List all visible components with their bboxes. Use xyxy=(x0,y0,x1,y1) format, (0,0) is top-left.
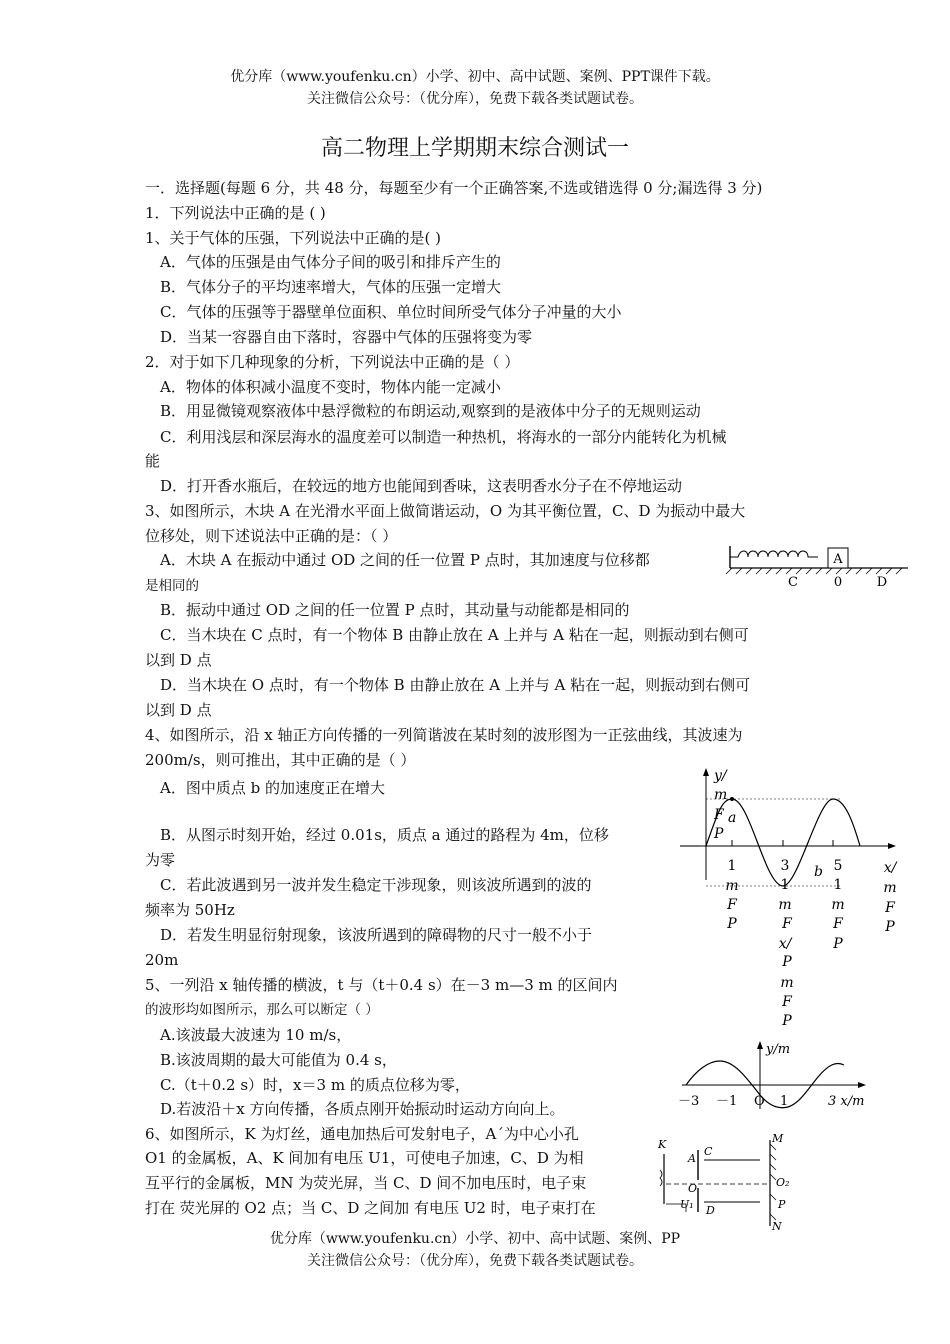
point-o-label: 0 xyxy=(833,575,843,590)
tick-3-line9: P xyxy=(782,1013,792,1029)
q2-option-c-line2: 能 xyxy=(145,452,161,470)
label-n: N xyxy=(772,1220,782,1233)
point-a-label: a xyxy=(728,810,737,826)
page-title: 高二物理上学期期末综合测试一 xyxy=(320,136,629,161)
tick-3-line4: F xyxy=(782,916,792,932)
q2-option-b: B．用显微镜观察液体中悬浮微粒的布朗运动,观察到的是液体中分子的无规则运动 xyxy=(160,402,701,420)
label-m: M xyxy=(772,1132,784,1145)
q5-option-a: A.该波最大波速为 10 m/s， xyxy=(160,1026,352,1044)
q5-tick-1: 1 xyxy=(780,1094,789,1109)
q5-wave-figure xyxy=(672,1037,872,1115)
q4-option-c-line1: C．若此波遇到另一波并发生稳定干涉现象，则该波所遇到的波的 xyxy=(160,876,592,894)
q6-line2: O1 的金属板，A、K 间加有电压 U1，可使电子加速，C、D 为相 xyxy=(145,1149,584,1167)
tick-3-line8: F xyxy=(782,994,792,1010)
footer-line-2: 关注微信公众号：（优分库），免费下载各类试题试卷。 xyxy=(307,1253,643,1269)
q3-option-d-line1: D．当木块在 O 点时，有一个物体 B 由静止放在 A 上并与 A 粘在一起，则振动到右侧可 xyxy=(160,676,751,694)
tick-1-line3: F xyxy=(727,897,737,913)
tick-5-line5: P xyxy=(833,936,843,952)
tick-3-line7: m xyxy=(780,975,794,991)
tick-5-line1: 5 xyxy=(833,858,843,874)
q4-stem-line2: 200m/s，则可推出，其中正确的是（ ） xyxy=(145,751,416,769)
q6-line3: 互平行的金属板，MN 为荧光屏，当 C、D 间不加电压时，电子束 xyxy=(145,1174,587,1192)
q5-option-b: B.该波周期的最大可能值为 0.4 s， xyxy=(160,1051,397,1069)
label-o2: O₂ xyxy=(776,1176,790,1189)
section-heading: 一．选择题(每题 6 分，共 48 分，每题至少有一个正确答案,不选或错选得 0 分;漏选得 3 分) xyxy=(145,179,763,197)
q6-line4: 打在 荧光屏的 O2 点；当 C、D 之间加 有电压 U2 时，电子束打在 xyxy=(145,1199,596,1217)
y-axis-label-2: m xyxy=(714,787,728,803)
q5-tick-m1: －1 xyxy=(716,1094,738,1109)
tick-1-line4: P xyxy=(727,916,737,932)
tick-1-line1: 1 xyxy=(727,858,737,874)
x-axis-label-3: F xyxy=(885,900,895,916)
q4-option-d-line2: 20m xyxy=(145,951,179,969)
tick-5-line2: 1 xyxy=(833,877,843,893)
tick-3-line6: P xyxy=(782,954,792,970)
q4-stem-line1: 4、如图所示，沿 x 轴正方向传播的一列简谐波在某时刻的波形图为一正弦曲线，其波速为 xyxy=(145,726,743,744)
tick-5-line3: m xyxy=(831,897,845,913)
crt-figure xyxy=(652,1130,802,1234)
q1-option-b: B．气体分子的平均速率增大，气体的压强一定增大 xyxy=(160,278,502,296)
q4-option-b-line1: B．从图示时刻开始，经过 0.01s，质点 a 通过的路程为 4m，位移 xyxy=(160,826,609,844)
q1-stem: 1、关于气体的压强，下列说法中正确的是( ) xyxy=(145,229,442,247)
q1-intro: 1．下列说法中正确的是 ( ) xyxy=(145,204,326,222)
header-line-2: 关注微信公众号：（优分库），免费下载各类试题试卷。 xyxy=(307,91,643,107)
q3-stem-line2: 位移处，则下述说法中正确的是：（ ） xyxy=(145,527,398,545)
q3-option-b: B．振动中通过 OD 之间的任一位置 P 点时，其动量与动能都是相同的 xyxy=(160,601,630,619)
q3-option-a-line1: A．木块 A 在振动中通过 OD 之间的任一位置 P 点时，其加速度与位移都 xyxy=(160,551,650,569)
q5-tick-m3: －3 xyxy=(678,1094,700,1109)
q4-option-c-line2: 频率为 50Hz xyxy=(145,901,235,919)
y-axis-label-3: F xyxy=(714,807,724,823)
q3-option-c-line1: C．当木块在 C 点时，有一个物体 B 由静止放在 A 上并与 A 粘在一起，则振动到右侧可 xyxy=(160,626,749,644)
q4-option-d-line1: D．若发生明显衍射现象，该波所遇到的障碍物的尺寸一般不小于 xyxy=(160,926,593,944)
q4-option-a: A．图中质点 b 的加速度正在增大 xyxy=(160,779,385,797)
label-a: A xyxy=(688,1152,696,1165)
label-u1: U₁ xyxy=(680,1198,694,1211)
y-axis-label-4: P xyxy=(714,826,724,842)
q4-option-b-line2: 为零 xyxy=(145,851,176,869)
label-p: P xyxy=(778,1198,786,1211)
q3-stem-line1: 3、如图所示，木块 A 在光滑水平面上做简谐运动，O 为其平衡位置，C、D 为振动中最大 xyxy=(145,502,746,520)
q5-origin: O xyxy=(754,1094,765,1109)
footer-line-1: 优分库（www.youfenku.cn）小学、初中、高中试题、案例、PP xyxy=(269,1231,681,1247)
spring-block-figure xyxy=(718,540,913,592)
tick-5-line4: F xyxy=(833,916,843,932)
q1-option-d: D．当某一容器自由下落时，容器中气体的压强将变为零 xyxy=(160,328,533,346)
x-axis-label-2: m xyxy=(883,880,897,896)
q2-option-d: D．打开香水瓶后，在较远的地方也能闻到香味，这表明香水分子在不停地运动 xyxy=(160,477,683,495)
label-k: K xyxy=(658,1138,667,1151)
q1-option-a: A．气体的压强是由气体分子间的吸引和排斥产生的 xyxy=(160,253,501,271)
q5-stem-line2: 的波形均如图所示，那么可以断定（ ） xyxy=(145,1002,379,1018)
block-a-label: A xyxy=(833,552,843,567)
label-d: D xyxy=(706,1204,715,1217)
q2-option-c-line1: C．利用浅层和深层海水的温度差可以制造一种热机，将海水的一部分内能转化为机械 xyxy=(160,428,727,446)
q2-option-a: A．物体的体积减小温度不变时，物体内能一定减小 xyxy=(160,378,501,396)
label-c: C xyxy=(704,1145,713,1158)
q5-wave-curve xyxy=(686,1061,844,1108)
q2-stem: 2．对于如下几种现象的分析，下列说法中正确的是（ ） xyxy=(145,353,520,371)
x-axis-label-1: x/ xyxy=(883,860,897,876)
q5-y-label: y/m xyxy=(766,1042,791,1057)
point-b-label: b xyxy=(814,864,823,880)
q5-option-c: C.（t＋0.2 s）时，x＝3 m 的质点位移为零， xyxy=(160,1076,470,1094)
q1-option-c: C．气体的压强等于器壁单位面积、单位时间所受气体分子冲量的大小 xyxy=(160,303,622,321)
tick-1-line2: m xyxy=(725,878,739,894)
q5-option-d: D.若波沿＋x 方向传播，各质点刚开始振动时运动方向向上。 xyxy=(160,1100,565,1118)
q5-stem-line1: 5、一列沿 x 轴传播的横波，t 与（t＋0.4 s）在－3 m—3 m 的区间内 xyxy=(145,976,618,994)
y-axis-label-1: y/ xyxy=(714,768,727,784)
q6-line1: 6、如图所示，K 为灯丝，通电加热后可发射电子，A´为中心小孔 xyxy=(145,1125,579,1143)
tick-3-line1: 3 xyxy=(780,858,790,874)
wave-figure xyxy=(670,762,910,1029)
x-axis-label-4: P xyxy=(885,919,895,935)
tick-3-line5: x/ xyxy=(778,936,792,952)
tick-3-line3: m xyxy=(778,897,792,913)
label-o1: O xyxy=(688,1182,698,1195)
tick-3-line2: 1 xyxy=(780,877,790,893)
header-line-1: 优分库（www.youfenku.cn）小学、初中、高中试题、案例、PPT课件下载。 xyxy=(230,69,720,85)
q5-tick-3: 3 x/m xyxy=(828,1094,865,1109)
q3-option-d-line2: 以到 D 点 xyxy=(145,701,212,719)
q3-option-c-line2: 以到 D 点 xyxy=(145,651,212,669)
q3-option-a-line2: 是相同的 xyxy=(145,578,199,594)
point-d-label: D xyxy=(876,575,888,590)
point-c-label: C xyxy=(788,575,798,590)
